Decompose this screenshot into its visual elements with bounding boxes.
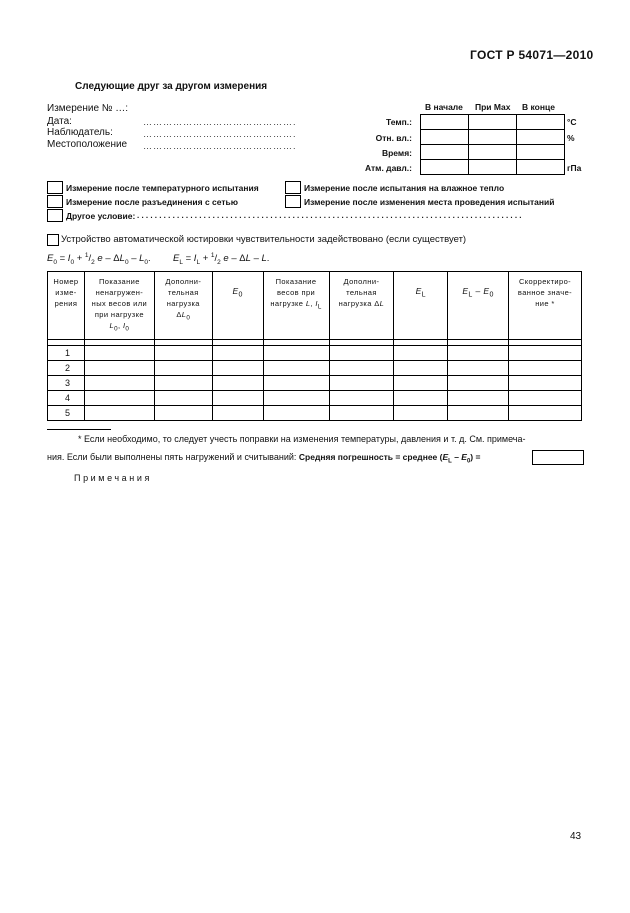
table-cell[interactable] [394,346,448,361]
label-damp-heat: Измерение после испытания на влажное тепло [304,183,505,193]
table-row [48,376,582,391]
field-location: Местоположение [47,139,128,150]
measurements-table [47,271,582,421]
label-disconnect: Измерение после разъединения с сетью [66,197,239,207]
table-cell[interactable] [448,376,509,391]
table-cell[interactable] [329,406,394,421]
header-el-minus-e0: $E_L - E_0$ [448,272,509,340]
checkbox-temp-test[interactable] [47,181,63,194]
table-cell[interactable] [263,406,329,421]
cell-humidity-start[interactable] [421,130,469,145]
footnote-text: ния. Если были выполнены пять нагружений и считываний: [47,452,297,462]
table-cell[interactable] [329,376,394,391]
cell-time-start[interactable] [421,145,469,160]
checkbox-disconnect[interactable] [47,195,63,208]
field-measurement-no: Измерение № …: [47,103,129,114]
table-cell[interactable] [154,346,212,361]
field-observer-dots[interactable]: ………………………………………. [143,129,297,139]
checkbox-damp-heat[interactable] [285,181,301,194]
table-row [48,346,582,361]
table-cell[interactable] [329,346,394,361]
table-cell[interactable] [263,346,329,361]
table-cell[interactable] [154,376,212,391]
cell-time-max[interactable] [469,145,517,160]
table-cell[interactable] [329,391,394,406]
table-cell[interactable] [212,346,263,361]
checkbox-place-change[interactable] [285,195,301,208]
cell-pressure-start[interactable] [421,160,469,175]
table-cell[interactable] [394,376,448,391]
table-cell[interactable] [84,346,154,361]
unit-humidity: % [567,133,575,143]
table-cell[interactable] [154,361,212,376]
checkbox-auto-adjust[interactable] [47,234,59,246]
table-cell[interactable] [448,406,509,421]
col-max: При Max [475,102,511,112]
page-number: 43 [570,831,582,842]
table-cell[interactable] [263,391,329,406]
cell-pressure-end[interactable] [517,160,565,175]
notes-title: Примечания [74,473,152,483]
checkbox-other[interactable] [47,209,63,222]
table-cell[interactable] [84,376,154,391]
table-cell[interactable] [212,406,263,421]
table-cell[interactable] [212,376,263,391]
cell-temp-end[interactable] [517,115,565,130]
header-measurement-no: Номер изме- рения [48,272,85,340]
cell-temp-start[interactable] [421,115,469,130]
col-start: В начале [425,102,463,112]
table-cell[interactable] [263,361,329,376]
header-corrected-value: Скорректиро- ванное значе- ние * [509,272,582,340]
header-e0: $E_0$ [212,272,263,340]
row-number: 2 [48,361,85,376]
label-auto-adjust: Устройство автоматической юстировки чувствительности задействовано (если существует) [61,234,467,245]
footnote-separator [47,429,111,430]
row-number: 1 [48,346,85,361]
table-cell[interactable] [154,391,212,406]
table-cell[interactable] [448,361,509,376]
table-cell[interactable] [154,406,212,421]
field-date: Дата: [47,116,72,127]
table-cell[interactable] [84,361,154,376]
header-additional-load: Дополни- тельная нагрузка ΔL [329,272,394,340]
table-cell[interactable] [394,361,448,376]
table-cell[interactable] [394,391,448,406]
table-cell[interactable] [509,376,582,391]
document-id: ГОСТ Р 54071—2010 [470,48,594,62]
table-cell[interactable] [394,406,448,421]
table-cell[interactable] [448,346,509,361]
cell-temp-max[interactable] [469,115,517,130]
table-cell[interactable] [509,361,582,376]
header-loaded-reading: Показание весов при нагрузке L, $I_L$ [263,272,329,340]
cell-pressure-max[interactable] [469,160,517,175]
mean-error-box[interactable] [532,450,584,465]
cell-time-end[interactable] [517,145,565,160]
footnote-line-1: * Если необходимо, то следует учесть поправки на изменения температуры, давления и т. д. См. примеча- [78,434,526,444]
row-time-label: Время: [381,148,412,158]
table-cell[interactable] [212,391,263,406]
field-location-dots[interactable]: ………………………………………. [143,141,297,151]
col-end: В конце [522,102,555,112]
table-cell[interactable] [212,361,263,376]
table-cell[interactable] [509,406,582,421]
conditions-grid [420,114,565,175]
formula-el: $E_L = I_L + ^1/_2$ e – ΔL – L. [173,252,270,267]
table-cell[interactable] [448,391,509,406]
mean-error-label: Средняя погрешность = среднее $(E_L - E_0)$ = [298,452,481,465]
other-condition-dots[interactable]: . . . . . . . . . . . . . . . . . . . . . . . . . . . . . . . . . . . . . . . . . . . . . . . . . . . . . . . . . . . . . . . . . . . . . . . . . . . . . . . . . . . . . . . [137,211,522,220]
table-cell[interactable] [329,361,394,376]
header-el: $E_L$ [394,272,448,340]
label-other: Другое условие: [66,211,136,221]
header-additional-load-0: Дополни- тельная нагрузка $\Delta L_0$ [154,272,212,340]
label-temp-test: Измерение после температурного испытания [66,183,259,193]
unit-temp: °C [567,117,577,127]
cell-humidity-end[interactable] [517,130,565,145]
row-number: 5 [48,406,85,421]
cell-humidity-max[interactable] [469,130,517,145]
table-cell[interactable] [84,391,154,406]
field-observer: Наблюдатель: [47,127,113,138]
table-cell[interactable] [84,406,154,421]
row-pressure-label: Атм. давл.: [364,163,412,173]
table-cell[interactable] [509,346,582,361]
row-number: 4 [48,391,85,406]
formula-e0: $E_0 = I_0 + ^1/_2$ e – $\Delta L_0 - L_0$. [47,252,151,267]
field-date-dots[interactable]: ………………………………………. [143,117,297,127]
header-unloaded-reading: Показание ненагружен- ных весов или при нагрузке $L_0$, $I_0$ [84,272,154,340]
row-temp-label: Темп.: [386,117,412,127]
footnote-line-2 [47,449,480,471]
table-row [48,391,582,406]
unit-pressure: гПа [567,163,582,173]
table-row [48,361,582,376]
label-place-change: Измерение после изменения места проведения испытаний [304,197,555,207]
table-cell[interactable] [509,391,582,406]
table-row [48,406,582,421]
row-number: 3 [48,376,85,391]
table-cell[interactable] [263,376,329,391]
row-humidity-label: Отн. вл.: [375,133,412,143]
section-title: Следующие друг за другом измерения [75,81,268,92]
